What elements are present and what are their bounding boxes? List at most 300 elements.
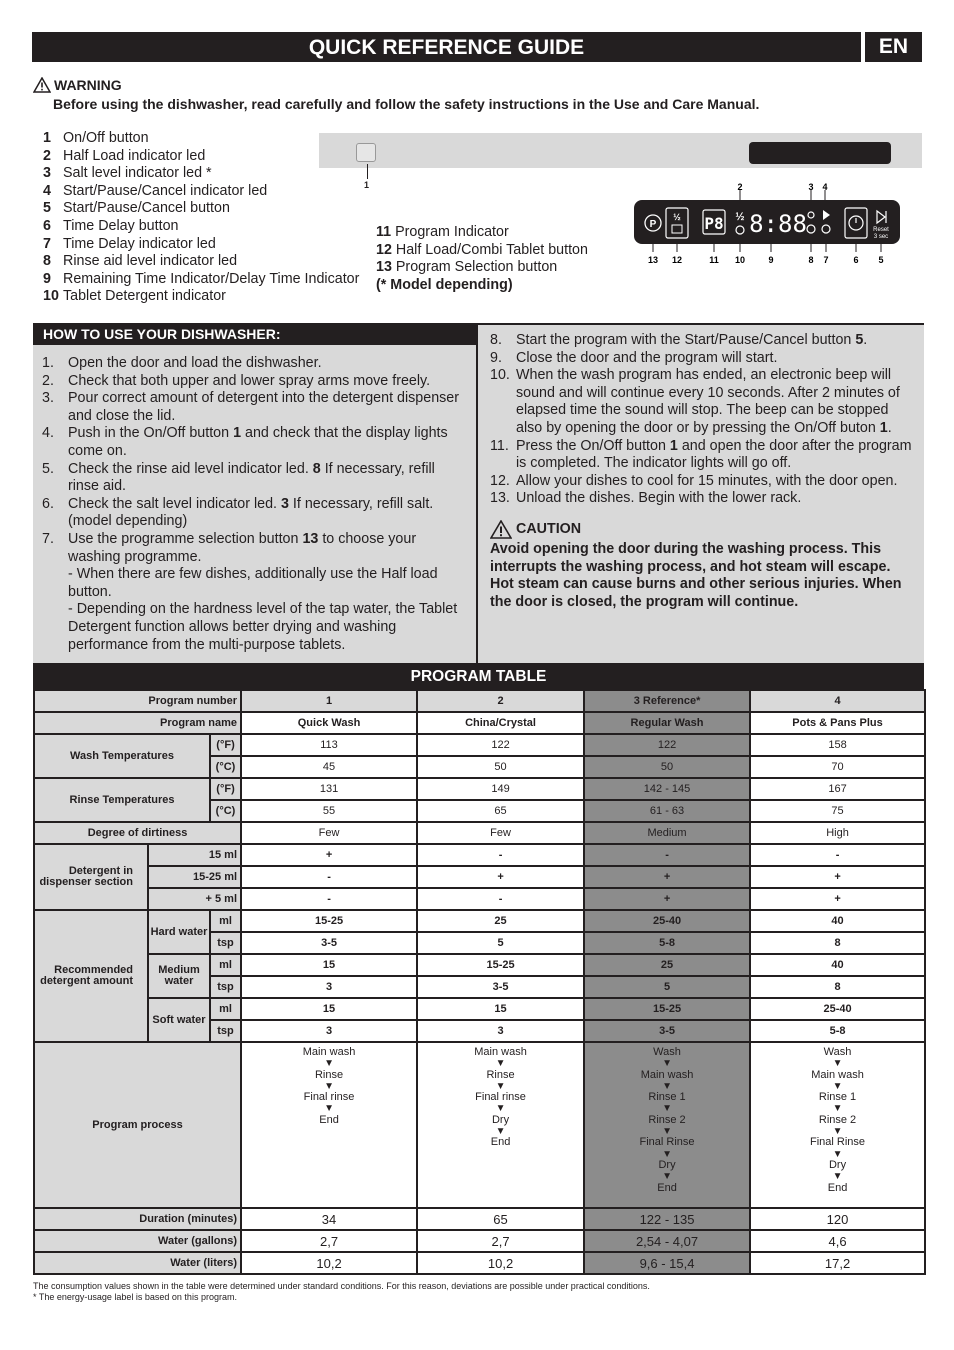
table-value-cell: 45 <box>241 756 417 778</box>
step-number: 13. <box>490 490 510 507</box>
table-value-cell: - <box>241 888 417 910</box>
table-value-cell: 25 <box>584 954 750 976</box>
process-step: End <box>827 1181 848 1194</box>
table-row <box>34 866 925 888</box>
step-text <box>516 473 897 491</box>
arrow-down-icon: ▼ <box>832 1080 843 1092</box>
step-text-part: . <box>887 419 892 436</box>
step-number: 6. <box>42 495 54 512</box>
table-value-cell: 3 <box>241 976 417 998</box>
callout-label: 12 <box>671 255 683 265</box>
caution-block <box>478 508 924 611</box>
step-number: 12. <box>490 472 510 489</box>
arrow-down-icon: ▼ <box>324 1103 334 1115</box>
legend-label: Start/Pause/Cancel indicator led <box>63 182 268 199</box>
step-item <box>42 531 468 566</box>
table-row <box>34 712 925 734</box>
row-header: Detergent in dispenser section <box>34 844 148 910</box>
table-value-cell: 8 <box>750 932 925 954</box>
step-text <box>516 438 916 473</box>
step-text-part: Start the program with the Start/Pause/Cancel button <box>516 332 856 348</box>
step-indent <box>42 566 68 601</box>
legend-number: 9 <box>43 270 51 287</box>
legend-number: 2 <box>43 147 51 164</box>
table-value-cell: 3-5 <box>584 1020 750 1042</box>
legend-number: 1 <box>43 130 51 146</box>
legend-label: Rinse aid level indicator led <box>63 253 238 270</box>
callout-label: 5 <box>878 255 884 265</box>
arrow-down-icon: ▼ <box>324 1080 334 1092</box>
table-row <box>34 1252 925 1274</box>
unit-cell: ml <box>210 998 241 1020</box>
table-value-cell: China/Crystal <box>417 712 584 734</box>
svg-text:P: P <box>649 219 657 230</box>
row-header: Program number <box>34 690 241 712</box>
table-value-cell: 40 <box>750 954 925 976</box>
step-number: 7. <box>42 530 54 547</box>
step-item <box>42 390 468 425</box>
step-text <box>68 355 322 373</box>
legend-number: 3 <box>43 165 51 182</box>
process-step: Main wash <box>640 1068 694 1081</box>
program-process-cell <box>584 1042 750 1208</box>
legend-label: Program Indicator <box>395 224 509 240</box>
legend-label: Time Delay button <box>63 217 179 234</box>
svg-text:3 sec: 3 sec <box>873 234 889 240</box>
callout-label: 4 <box>822 182 828 192</box>
step-number: 2. <box>42 372 54 389</box>
unit-cell: ml <box>210 954 241 976</box>
legend-label: Remaining Time Indicator/Delay Time Indicator <box>63 270 360 287</box>
process-step: Final Rinse <box>639 1136 695 1149</box>
legend-item <box>43 253 359 271</box>
water-hardness-label: Medium water <box>148 954 210 998</box>
table-row <box>34 844 925 866</box>
table-value-cell: 70 <box>750 756 925 778</box>
table-value-cell: + <box>584 866 750 888</box>
table-value-cell: 61 - 63 <box>584 800 750 822</box>
table-value-cell: 34 <box>241 1208 417 1230</box>
table-row <box>34 822 925 844</box>
legend-number: 12 <box>376 241 392 258</box>
callout-label: 7 <box>823 255 829 265</box>
warning-title: WARNING <box>54 77 122 93</box>
legend-label: Program Selection button <box>395 259 558 276</box>
table-value-cell: 55 <box>241 800 417 822</box>
table-value-cell: 2,54 - 4,07 <box>584 1230 750 1252</box>
step-text <box>68 531 468 566</box>
table-value-cell: 2,7 <box>417 1230 584 1252</box>
table-value-cell: + <box>750 888 925 910</box>
legend-item <box>376 242 588 260</box>
step-text-part: When the wash program has ended, an electronic beep will sound and will continue every 10 seconds. After 2 minutes of elapsed time the sound will stop. The beep can be stopped also by opening the door or by pressing the On/Off buton <box>516 367 900 436</box>
step-button-ref: 13 <box>302 530 319 547</box>
step-item <box>490 473 916 491</box>
table-value-cell: 75 <box>750 800 925 822</box>
legend-label: Salt level indicator led * <box>63 165 212 182</box>
process-step: Main wash <box>811 1068 864 1081</box>
legend-item <box>43 183 359 201</box>
footnotes <box>33 1281 650 1303</box>
process-step: Main wash <box>302 1046 356 1058</box>
table-value-cell: 122 <box>584 734 750 756</box>
table-value-cell: 25-40 <box>750 998 925 1020</box>
on-off-button-illustration <box>356 143 376 162</box>
table-value-cell: - <box>750 844 925 866</box>
callout-label: 2 <box>737 182 743 192</box>
legend-item <box>376 224 588 242</box>
step-text-part: Close the door and the program will start. <box>516 349 778 366</box>
table-value-cell: 17,2 <box>750 1252 925 1274</box>
step-text <box>68 373 430 391</box>
table-value-cell: 120 <box>750 1208 925 1230</box>
process-step: Rinse 1 <box>648 1091 686 1104</box>
warning-icon <box>33 77 51 93</box>
table-value-cell: 15-25 <box>241 910 417 932</box>
table-value-cell: 142 - 145 <box>584 778 750 800</box>
table-value-cell: 5-8 <box>584 932 750 954</box>
legend-item <box>43 200 359 218</box>
unit-cell: (°C) <box>210 756 241 778</box>
table-value-cell: Few <box>241 822 417 844</box>
table-row <box>34 954 925 976</box>
program-number-header: 2 <box>417 690 584 712</box>
table-value-cell: 50 <box>584 756 750 778</box>
callout-label: 8 <box>808 255 814 265</box>
process-step: Dry <box>828 1158 847 1171</box>
unit-cell: (°F) <box>210 778 241 800</box>
program-number-header: 1 <box>241 690 417 712</box>
step-item <box>490 367 916 437</box>
unit-cell: (°F) <box>210 734 241 756</box>
process-step: End <box>657 1181 677 1194</box>
table-value-cell: 9,6 - 15,4 <box>584 1252 750 1274</box>
step-text <box>68 496 468 531</box>
process-step: Rinse 1 <box>818 1091 857 1104</box>
legend-item <box>43 165 359 183</box>
table-value-cell: High <box>750 822 925 844</box>
callout-line <box>367 164 368 179</box>
process-step: Final Rinse <box>810 1136 866 1149</box>
callout-label: 9 <box>768 255 774 265</box>
legend-number: 4 <box>43 182 51 199</box>
table-value-cell: 40 <box>750 910 925 932</box>
unit-cell: tsp <box>210 1020 241 1042</box>
process-step: Dry <box>658 1158 676 1171</box>
step-item <box>42 425 468 460</box>
process-step: Final rinse <box>475 1091 526 1104</box>
callout-label: 6 <box>853 255 859 265</box>
step-number: 1. <box>42 355 54 371</box>
table-value-cell: + <box>241 844 417 866</box>
callout-label: 10 <box>734 255 746 265</box>
arrow-down-icon: ▼ <box>324 1058 334 1070</box>
table-value-cell: 50 <box>417 756 584 778</box>
legend-number: 10 <box>43 288 59 305</box>
step-text-part: Allow your dishes to cool for 15 minutes, with the door open. <box>516 472 898 489</box>
table-row <box>34 1042 925 1208</box>
legend-number: 5 <box>43 200 51 217</box>
callout-label: 11 <box>709 255 719 265</box>
legend-left <box>43 130 359 306</box>
table-value-cell: 149 <box>417 778 584 800</box>
svg-text:P8: P8 <box>704 214 724 233</box>
unit-cell: tsp <box>210 976 241 998</box>
table-value-cell: Regular Wash <box>584 712 750 734</box>
legend-item <box>43 148 359 166</box>
legend-label: Start/Pause/Cancel button <box>63 200 230 217</box>
process-step: End <box>490 1136 511 1149</box>
arrow-down-icon: ▼ <box>662 1058 672 1070</box>
panel-display-illustration <box>749 142 891 164</box>
table-value-cell: Quick Wash <box>241 712 417 734</box>
caution-text: Avoid opening the door during the washing process. This interrupts the washing process, and hot steam will escape. Hot steam can cause burns and other serious injuries. When the door is closed, the program will continue. <box>490 540 902 610</box>
table-value-cell: 5 <box>417 932 584 954</box>
callout-label-1: 1 <box>364 180 370 190</box>
callout-label: 13 <box>647 255 659 265</box>
program-table-title: PROGRAM TABLE <box>33 663 924 689</box>
process-step: Wash <box>653 1046 681 1058</box>
warning-block <box>33 77 759 112</box>
table-value-cell: 131 <box>241 778 417 800</box>
arrow-down-icon: ▼ <box>832 1058 843 1070</box>
step-subitem <box>42 601 468 654</box>
table-value-cell: 5 <box>584 976 750 998</box>
footnote-1: The consumption values shown in the table were determined under standard conditions. For this reason, deviations are possible under practical conditions. <box>33 1281 650 1291</box>
table-value-cell: 122 - 135 <box>584 1208 750 1230</box>
step-text-part: and check that the display lights come on. <box>68 425 448 459</box>
process-step: Dry <box>491 1113 510 1126</box>
step-number: 9. <box>490 349 502 366</box>
table-value-cell: 2,7 <box>241 1230 417 1252</box>
steps-continued <box>478 325 924 508</box>
step-item <box>490 350 916 368</box>
water-hardness-label: Soft water <box>148 998 210 1042</box>
step-item <box>490 438 916 473</box>
language-badge: EN <box>865 32 922 62</box>
step-item <box>42 355 468 373</box>
legend-label: On/Off button <box>63 130 149 146</box>
step-text-part: to choose your washing programme. <box>68 530 417 565</box>
legend-number: 6 <box>43 217 51 234</box>
table-value-cell: - <box>417 888 584 910</box>
legend-mid <box>376 224 588 294</box>
step-text <box>68 390 468 425</box>
program-process-cell <box>241 1042 417 1208</box>
process-step: End <box>319 1113 339 1126</box>
step-number: 10. <box>490 367 510 384</box>
caution-title: CAUTION <box>516 520 582 537</box>
table-value-cell: Few <box>417 822 584 844</box>
callout-label: 3 <box>808 182 814 192</box>
step-number: 4. <box>42 425 54 442</box>
step-item <box>490 490 916 508</box>
step-text-part: If necessary, refill rinse aid. <box>68 460 435 495</box>
program-process-cell <box>417 1042 584 1208</box>
table-row <box>34 998 925 1020</box>
program-process-cell <box>750 1042 925 1208</box>
step-text-part: Pour correct amount of detergent into the detergent dispenser and close the lid. <box>68 390 460 424</box>
table-value-cell: Pots & Pans Plus <box>750 712 925 734</box>
step-button-ref: 5 <box>855 332 864 348</box>
caution-icon <box>490 520 512 539</box>
control-panel-diagram <box>625 180 910 268</box>
table-value-cell: 15 <box>417 998 584 1020</box>
process-step: Final rinse <box>303 1091 355 1104</box>
legend-number: 13 <box>376 259 392 276</box>
arrow-down-icon: ▼ <box>662 1103 672 1115</box>
table-value-cell: 10,2 <box>241 1252 417 1274</box>
row-header: Program process <box>34 1042 241 1208</box>
step-subitem <box>42 566 468 601</box>
arrow-down-icon: ▼ <box>495 1058 506 1070</box>
step-item <box>490 332 916 350</box>
legend-label: Half Load indicator led <box>63 147 206 164</box>
row-header: Water (gallons) <box>34 1230 241 1252</box>
step-button-ref: 3 <box>280 495 289 512</box>
table-row <box>34 690 925 712</box>
legend-item <box>43 236 359 254</box>
table-value-cell: 15 <box>241 954 417 976</box>
table-value-cell: 25 <box>417 910 584 932</box>
row-header: Rinse Temperatures <box>34 778 210 822</box>
step-button-ref: 8 <box>312 460 321 477</box>
table-value-cell: 3 <box>417 1020 584 1042</box>
step-button-ref: 1 <box>879 419 888 436</box>
how-to-title: HOW TO USE YOUR DISHWASHER: <box>33 323 476 345</box>
table-value-cell: 3-5 <box>417 976 584 998</box>
table-value-cell: 122 <box>417 734 584 756</box>
step-subtext: - Depending on the hardness level of the tap water, the Tablet Detergent function allows better drying and washing performance from the multi-purpose tablets. <box>68 601 458 653</box>
table-row <box>34 1230 925 1252</box>
process-step: Rinse 2 <box>818 1113 857 1126</box>
table-value-cell: 15 <box>241 998 417 1020</box>
table-value-cell: 15-25 <box>584 998 750 1020</box>
table-value-cell: 8 <box>750 976 925 998</box>
arrow-down-icon: ▼ <box>662 1126 672 1138</box>
step-text-part: Push in the On/Off button <box>68 425 234 442</box>
legend-note: (* Model depending) <box>376 276 513 293</box>
legend-label: Time Delay indicator led <box>63 235 216 252</box>
step-subtext: - When there are few dishes, additionally use the Half load button. <box>68 566 438 600</box>
how-to-section <box>33 323 476 663</box>
step-text-part: . <box>863 332 868 348</box>
table-row <box>34 778 925 800</box>
legend-item <box>43 130 359 148</box>
arrow-down-icon: ▼ <box>495 1103 506 1115</box>
sub-row-header: 15 ml <box>148 844 241 866</box>
arrow-down-icon: ▼ <box>832 1126 843 1138</box>
step-text-part: Check the salt level indicator led. <box>68 495 281 512</box>
table-value-cell: + <box>750 866 925 888</box>
step-number: 3. <box>42 390 54 407</box>
svg-text:8:88: 8:88 <box>749 210 807 238</box>
table-value-cell: 113 <box>241 734 417 756</box>
legend-number: 7 <box>43 235 51 252</box>
how-to-steps <box>33 345 476 654</box>
table-value-cell: 10,2 <box>417 1252 584 1274</box>
step-text-part: Check the rinse aid level indicator led. <box>68 460 313 477</box>
svg-text:Reset: Reset <box>873 227 889 233</box>
table-value-cell: 167 <box>750 778 925 800</box>
table-value-cell: 5-8 <box>750 1020 925 1042</box>
step-text-part: Open the door and load the dishwasher. <box>68 355 322 371</box>
legend-item <box>43 271 359 289</box>
table-value-cell: 15-25 <box>417 954 584 976</box>
table-value-cell: 25-40 <box>584 910 750 932</box>
unit-cell: tsp <box>210 932 241 954</box>
legend-item <box>43 288 359 306</box>
svg-text:½: ½ <box>673 212 681 222</box>
step-indent <box>42 601 68 654</box>
steps-continued-section <box>476 323 924 663</box>
step-text <box>516 490 801 508</box>
table-row <box>34 734 925 756</box>
step-text <box>516 332 867 350</box>
arrow-down-icon: ▼ <box>832 1103 843 1115</box>
program-number-header: 4 <box>750 690 925 712</box>
legend-number: 11 <box>376 224 392 240</box>
table-value-cell: 4,6 <box>750 1230 925 1252</box>
process-step: Rinse <box>486 1068 515 1081</box>
arrow-down-icon: ▼ <box>662 1171 672 1183</box>
warning-text: Before using the dishwasher, read carefully and follow the safety instructions in the Use and Care Manual. <box>53 96 760 112</box>
process-step: Rinse <box>314 1068 344 1081</box>
table-value-cell: 3 <box>241 1020 417 1042</box>
step-text-part: Press the On/Off button <box>516 437 670 454</box>
step-number: 11. <box>490 437 509 454</box>
footnote-2: * The energy-usage label is based on this program. <box>33 1292 237 1302</box>
control-panel-strip <box>319 133 922 168</box>
table-row <box>34 1208 925 1230</box>
process-step: Wash <box>823 1046 852 1058</box>
step-button-ref: 1 <box>233 425 242 442</box>
step-text <box>68 425 468 460</box>
svg-text:½: ½ <box>735 211 745 223</box>
table-value-cell: - <box>241 866 417 888</box>
step-text <box>68 461 468 496</box>
legend-number: 8 <box>43 253 51 270</box>
table-value-cell: 65 <box>417 1208 584 1230</box>
row-header: Duration (minutes) <box>34 1208 241 1230</box>
table-row <box>34 888 925 910</box>
step-text-part: If necessary, refill salt. (model depending) <box>68 495 434 530</box>
step-number: 8. <box>490 332 502 348</box>
arrow-down-icon: ▼ <box>495 1126 506 1138</box>
process-step: Main wash <box>474 1046 527 1058</box>
row-header: Degree of dirtiness <box>34 822 241 844</box>
step-text-part: Use the programme selection button <box>68 530 303 547</box>
process-step: Rinse 2 <box>648 1113 686 1126</box>
row-header: Program name <box>34 712 241 734</box>
row-header: Water (liters) <box>34 1252 241 1274</box>
table-value-cell: + <box>584 888 750 910</box>
table-value-cell: - <box>417 844 584 866</box>
table-row <box>34 910 925 932</box>
unit-cell: ml <box>210 910 241 932</box>
row-header: Recommended detergent amount <box>34 910 148 1042</box>
legend-item <box>376 259 588 277</box>
program-number-header: 3 Reference* <box>584 690 750 712</box>
table-value-cell: 65 <box>417 800 584 822</box>
step-text-part: Unload the dishes. Begin with the lower rack. <box>516 490 802 507</box>
step-item <box>42 461 468 496</box>
program-table <box>33 689 926 1275</box>
table-value-cell: 3-5 <box>241 932 417 954</box>
step-number: 5. <box>42 460 54 477</box>
step-item <box>42 496 468 531</box>
water-hardness-label: Hard water <box>148 910 210 954</box>
